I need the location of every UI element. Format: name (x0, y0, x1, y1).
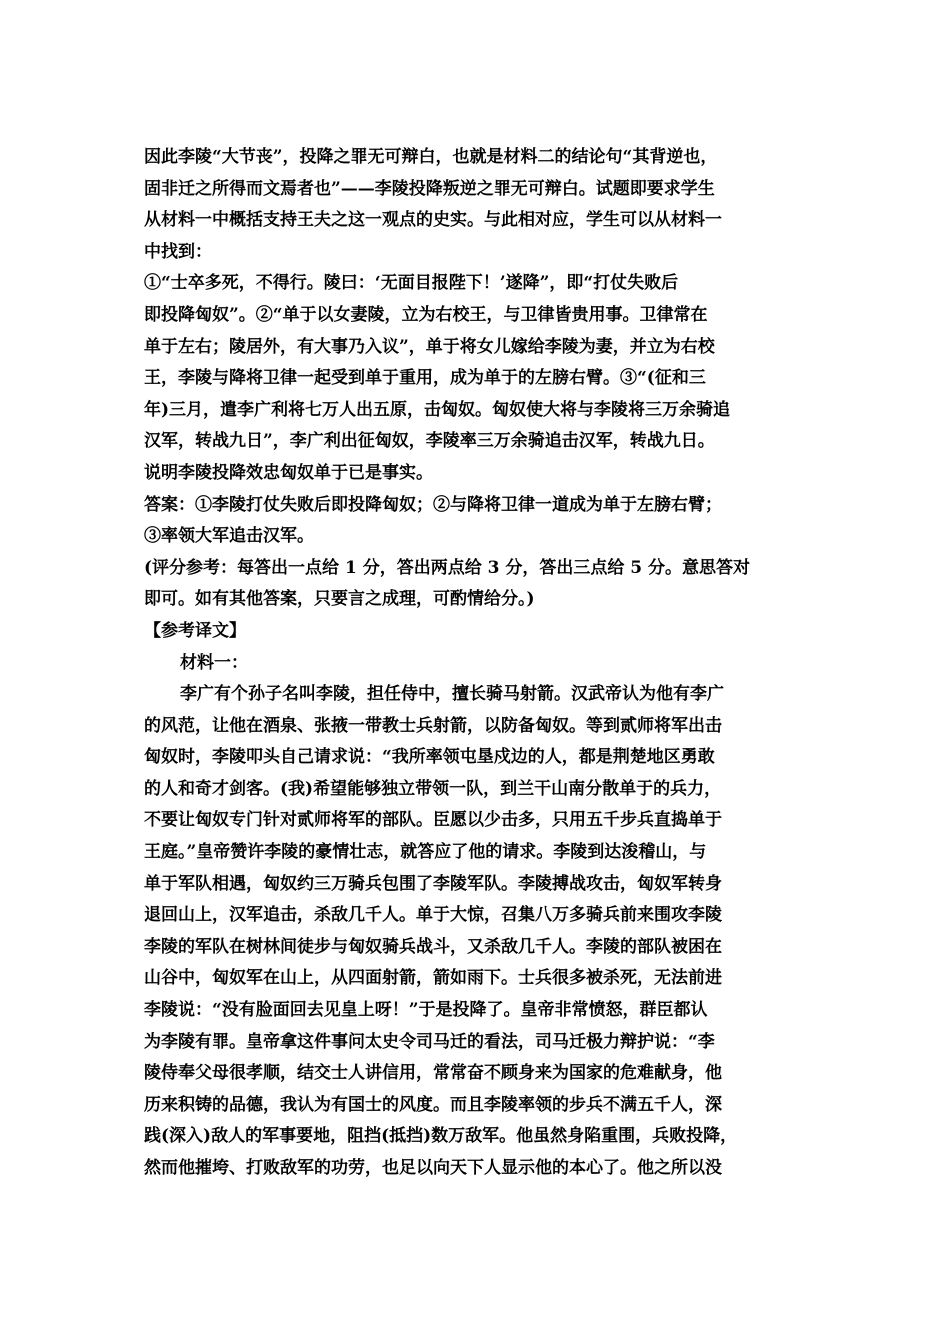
analysis-line: 固非迁之所得而文焉者也”——李陵投降叛逆之罪无可辩白。试题即要求学生 (144, 178, 715, 199)
translation-line: 王庭。”皇帝赞许李陵的豪情壮志，就答应了他的请求。李陵到达浚稽山，与 (144, 842, 707, 863)
translation-paragraph (144, 679, 814, 1185)
translation-line: 李陵的军队在树林间徒步与匈奴骑兵战斗，又杀敌几千人。李陵的部队被困在 (144, 936, 722, 957)
analysis-line: 单于左右；陵居外，有大事乃入议”，单于将女儿嫁给李陵为妻，并立为右校 (144, 336, 715, 357)
translation-line: 践(深入)敌人的军事要地，阻挡(抵挡)数万敌军。他虽然身陷重围，兵败投降， (144, 1126, 738, 1147)
analysis-line: 说明李陵投降效忠匈奴单于已是事实。 (144, 462, 433, 483)
material-label: 材料一： (180, 652, 248, 673)
translation-line: 陵侍奉父母很孝顺，结交士人讲信用，常常奋不顾身来为国家的危难献身，他 (144, 1063, 722, 1084)
translation-line: 历来积铸的品德，我认为有国士的风度。而且李陵率领的步兵不满五千人，深 (144, 1094, 722, 1115)
analysis-line: 王，李陵与降将卫律一起受到单于重用，成为单于的左膀右臂。③“(征和三 (144, 368, 706, 389)
translation-line: 不要让匈奴专门针对贰师将军的部队。臣愿以少击多，只用五千步兵直捣单于 (144, 810, 722, 831)
analysis-line: ①“士卒多死，不得行。陵曰：‘无面目报陛下！’遂降”，即“打仗失败后 (144, 273, 679, 294)
translation-line: 山谷中，匈奴军在山上，从四面射箭，箭如雨下。士兵很多被杀死，无法前进 (144, 968, 722, 989)
analysis-paragraph (144, 142, 814, 490)
translation-line: 单于军队相遇，匈奴约三万骑兵包围了李陵军队。李陵搏战攻击，匈奴军转身 (144, 873, 722, 894)
scoring-line: 即可。如有其他答案，只要言之成理，可酌情给分。) (144, 589, 535, 610)
answer-text: ①李陵打仗失败后即投降匈奴；②与降将卫律一道成为单于左膀右臂； (195, 494, 722, 515)
analysis-line: 汉军，转战九日”，李广利出征匈奴，李陵率三万余骑追击汉军，转战九日。 (144, 431, 715, 452)
translation-line: 然而他摧垮、打败敌军的功劳，也足以向天下人显示他的本心了。他之所以没 (144, 1158, 722, 1178)
translation-line: 的人和奇才剑客。(我)希望能够独立带领一队，到兰干山南分散单于的兵力， (144, 778, 722, 799)
analysis-line: 即投降匈奴”。②“单于以女妻陵，立为右校王，与卫律皆贵用事。卫律常在 (144, 304, 708, 325)
translation-line: 李广有个孙子名叫李陵，担任侍中，擅长骑马射箭。汉武帝认为他有李广 (180, 684, 724, 705)
translation-heading: 【参考译文】 (144, 620, 246, 641)
translation-line: 的风范，让他在酒泉、张掖一带教士兵射箭，以防备匈奴。等到贰师将军出击 (144, 715, 722, 736)
translation-line: 为李陵有罪。皇帝拿这件事问太史令司马迁的看法，司马迁极力辩护说：“李 (144, 1031, 715, 1052)
analysis-line: 因此李陵“大节丧”，投降之罪无可辩白，也就是材料二的结论句“其背逆也， (144, 147, 718, 167)
analysis-line: 年)三月，遣李广利将七万人出五原，击匈奴。匈奴使大将与李陵将三万余骑追 (144, 399, 731, 420)
scoring-line: (评分参考：每答出一点给 1 分，答出两点给 3 分，答出三点给 5 分。意思答对 (144, 557, 751, 578)
answer-line: ③率领大军追击汉军。 (144, 526, 314, 547)
answer-block (144, 490, 814, 553)
translation-line: 李陵说：“没有脸面回去见皇上呀！”于是投降了。皇帝非常愤怒，群臣都认 (144, 1000, 708, 1021)
translation-line: 匈奴时，李陵叩头自己请求说：“我所率领屯垦戍边的人，都是荆楚地区勇敢 (144, 747, 715, 768)
answer-label: 答案： (144, 494, 195, 515)
analysis-line: 中找到： (144, 241, 212, 262)
analysis-line: 从材料一中概括支持王夫之这一观点的史实。与此相对应，学生可以从材料一 (144, 210, 722, 231)
answer-line (144, 490, 814, 522)
scoring-note (144, 553, 814, 616)
document-body (144, 142, 814, 1185)
translation-line: 退回山上，汉军追击，杀敌几千人。单于大惊，召集八万多骑兵前来围攻李陵 (144, 905, 722, 926)
